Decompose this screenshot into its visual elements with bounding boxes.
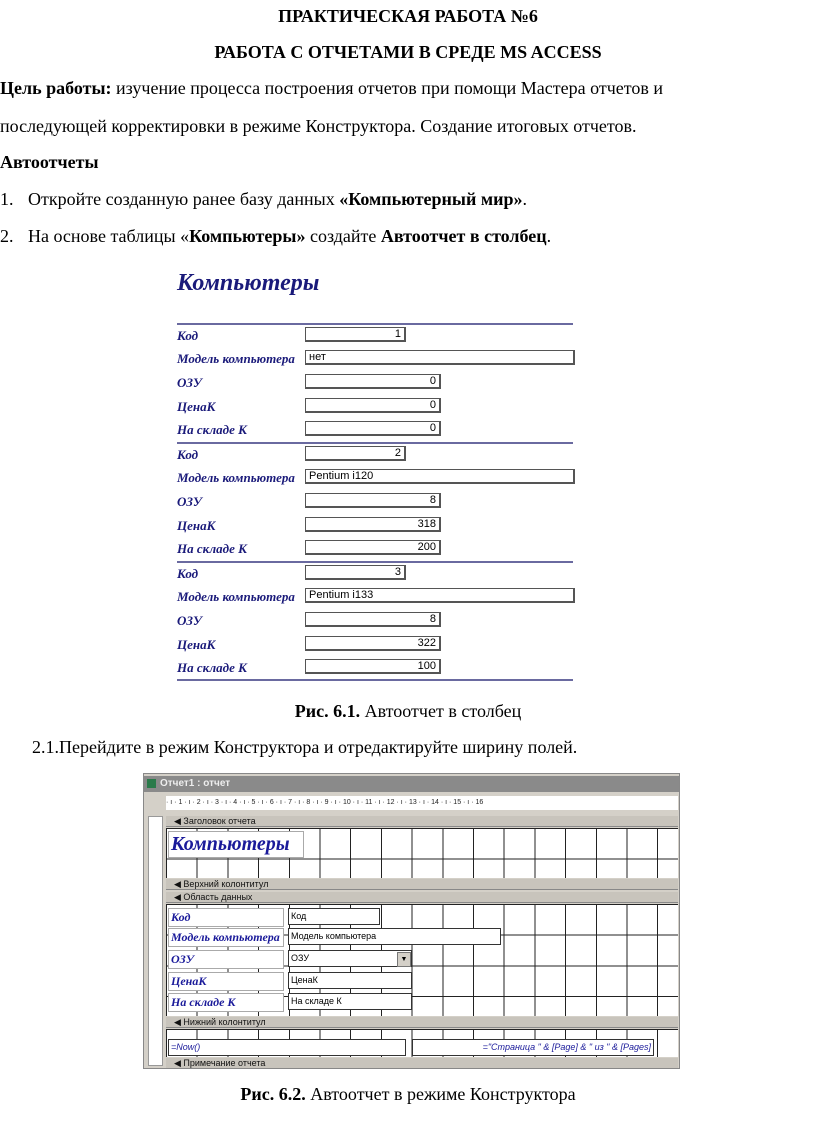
field-label: На складе К — [177, 541, 247, 556]
field-value: 200 — [305, 540, 441, 555]
design-label[interactable]: Модель компьютера — [168, 928, 284, 947]
goal-line-1: Цель работы: изучение процесса построения отчетов при помощи Мастера отчетов и — [0, 78, 664, 98]
horizontal-ruler[interactable]: · ı · 1 · ı · 2 · ı · 3 · ı · 4 · ı · 5 · ı · 6 · ı · 7 · ı · 8 · ı · 9 · ı · 10 · ı · 11 · ı · 12 · ı · 13 · ı · 14 · ı · 15 · ı · 16 — [166, 796, 678, 810]
design-field[interactable]: Код — [288, 908, 380, 925]
section-detail[interactable]: ◀ Область данных — [166, 892, 678, 903]
report-design-window — [143, 773, 680, 1069]
field-value: нет — [305, 350, 575, 365]
field-label: Модель компьютера — [177, 470, 295, 485]
field-label: ОЗУ — [177, 494, 202, 509]
design-field[interactable]: ОЗУ — [288, 950, 412, 967]
window-title-bar[interactable]: Отчет1 : отчет — [144, 776, 679, 792]
field-label: Модель компьютера — [177, 351, 295, 366]
figure-2-caption: Рис. 6.2. Автоотчет в режиме Конструктора — [240, 1084, 576, 1104]
field-label: Модель компьютера — [177, 589, 295, 604]
field-label: Код — [177, 566, 199, 581]
field-value: 322 — [305, 636, 441, 651]
design-label[interactable]: ЦенаК — [168, 972, 284, 991]
field-label: ЦенаК — [177, 637, 216, 652]
field-value: 1 — [305, 327, 406, 342]
field-label: ОЗУ — [177, 613, 202, 628]
design-field[interactable]: Модель компьютера — [288, 928, 501, 945]
figure-1-caption: Рис. 6.1. Автоотчет в столбец — [294, 701, 522, 721]
field-value: 318 — [305, 517, 441, 532]
report-icon — [147, 779, 156, 788]
heading-1: ПРАКТИЧЕСКАЯ РАБОТА №6 — [278, 6, 538, 26]
design-label[interactable]: На складе К — [168, 993, 284, 1012]
field-value: 0 — [305, 398, 441, 413]
goal-line-2: последующей корректировки в режиме Конструктора. Создание итоговых отчетов. — [0, 116, 637, 136]
field-value: 0 — [305, 374, 441, 389]
field-label: ЦенаК — [177, 518, 216, 533]
footer-date-field[interactable]: =Now() — [168, 1039, 406, 1056]
design-title-label[interactable]: Компьютеры — [168, 831, 304, 858]
section-report-footer[interactable]: ◀ Примечание отчета — [166, 1058, 678, 1069]
field-value: Pentium i133 — [305, 588, 575, 603]
step-2: 2. На основе таблицы «Компьютеры» создайте Автоотчет в столбец. — [0, 226, 552, 246]
field-value: 3 — [305, 565, 406, 580]
field-value: 8 — [305, 493, 441, 508]
footer-page-field[interactable]: ="Страница " & [Page] & " из " & [Pages] — [412, 1039, 654, 1056]
step-2-1: 2.1.Перейдите в режим Конструктора и отредактируйте ширину полей. — [32, 737, 578, 757]
field-value: 2 — [305, 446, 406, 461]
record-divider — [177, 442, 573, 444]
section-heading: Автоотчеты — [0, 152, 99, 172]
step-1: 1. Откройте созданную ранее базу данных «Компьютерный мир». — [0, 189, 527, 209]
field-value: 8 — [305, 612, 441, 627]
dropdown-arrow-icon[interactable]: ▼ — [397, 952, 411, 967]
design-label[interactable]: Код — [168, 908, 284, 927]
field-label: На складе К — [177, 422, 247, 437]
field-value: Pentium i120 — [305, 469, 575, 484]
section-page-footer[interactable]: ◀ Нижний колонтитул — [166, 1017, 678, 1028]
record-divider — [177, 561, 573, 563]
section-report-header[interactable]: ◀ Заголовок отчета — [166, 816, 678, 827]
section-page-header[interactable]: ◀ Верхний колонтитул — [166, 879, 678, 890]
field-label: ОЗУ — [177, 375, 202, 390]
field-label: Код — [177, 447, 199, 462]
field-value: 100 — [305, 659, 441, 674]
design-field[interactable]: ЦенаК — [288, 972, 412, 989]
record-divider — [177, 679, 573, 681]
design-field[interactable]: На складе К — [288, 993, 412, 1010]
field-label: Код — [177, 328, 199, 343]
record-divider — [177, 323, 573, 325]
field-value: 0 — [305, 421, 441, 436]
vertical-ruler[interactable] — [148, 816, 163, 1066]
heading-2: РАБОТА С ОТЧЕТАМИ В СРЕДЕ MS ACCESS — [214, 42, 602, 62]
field-label: На складе К — [177, 660, 247, 675]
design-label[interactable]: ОЗУ — [168, 950, 284, 969]
report-title: Компьютеры — [177, 270, 320, 296]
field-label: ЦенаК — [177, 399, 216, 414]
